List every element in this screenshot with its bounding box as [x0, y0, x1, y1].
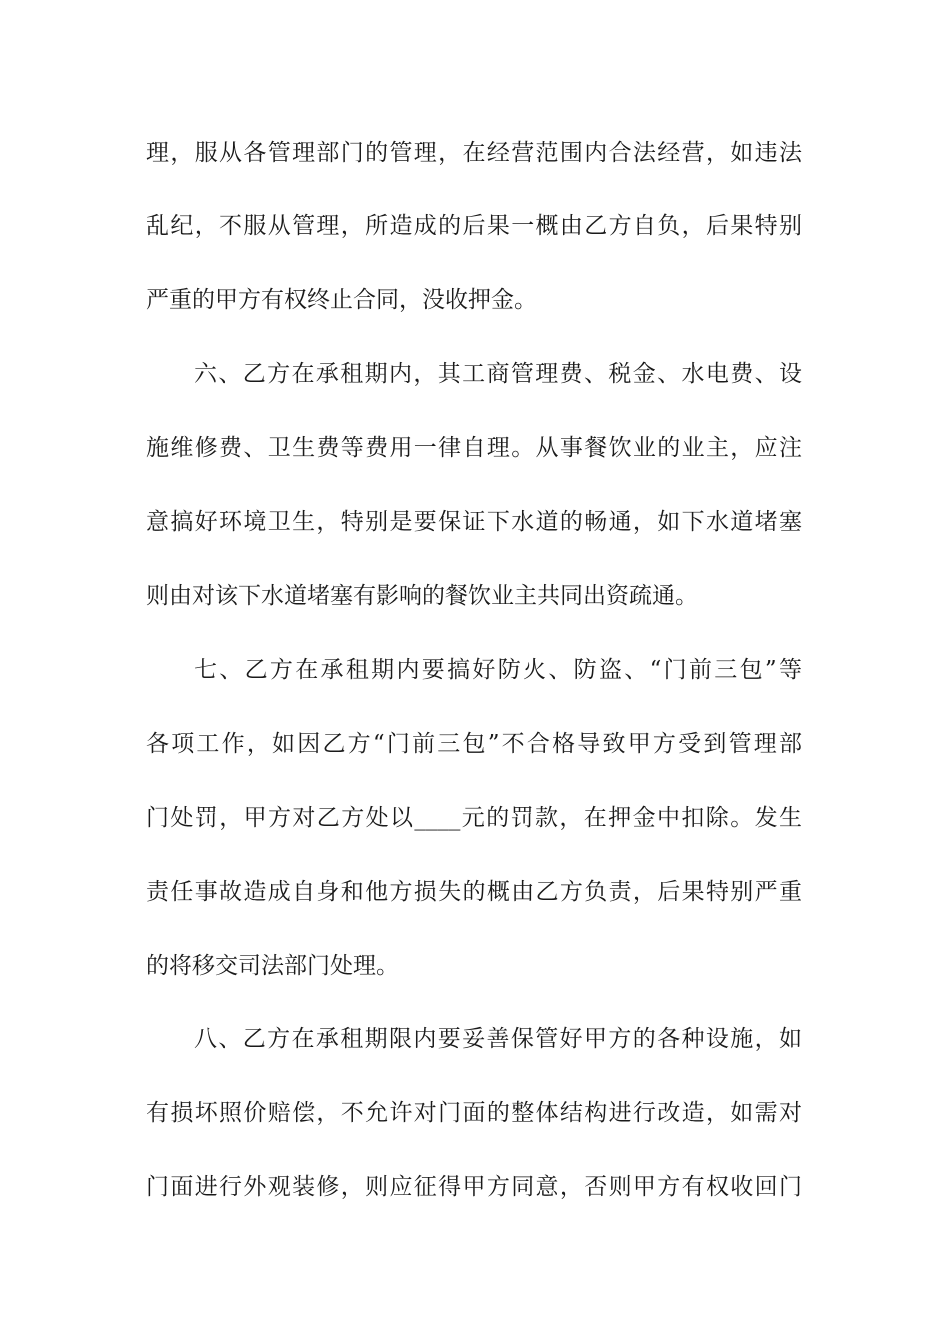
text-line: 门面进行外观装修，则应征得甲方同意，否则甲方有权收回门	[146, 1174, 802, 1200]
text-line: 意搞好环境卫生，特别是要保证下水道的畅通，如下水道堵塞	[146, 509, 802, 535]
text-line: 则由对该下水道堵塞有影响的餐饮业主共同出资疏通。	[146, 583, 698, 609]
text-line: 的将移交司法部门处理。	[146, 953, 399, 979]
paragraph-eight-first-line: 八、乙方在承租期限内要妥善保管好甲方的各种设施，如	[194, 1026, 802, 1052]
text-line: 理，服从各管理部门的管理，在经营范围内合法经营，如违法	[146, 140, 802, 166]
text-line: 门处罚，甲方对乙方处以____元的罚款，在押金中扣除。发生	[146, 805, 802, 831]
text-line: 有损坏照价赔偿，不允许对门面的整体结构进行改造，如需对	[146, 1100, 802, 1126]
paragraph-seven-first-line: 七、乙方在承租期内要搞好防火、防盗、“门前三包”等	[194, 657, 802, 683]
text-line: 各项工作，如因乙方“门前三包”不合格导致甲方受到管理部	[146, 731, 802, 757]
text-line: 责任事故造成自身和他方损失的概由乙方负责，后果特别严重	[146, 879, 802, 905]
text-line: 乱纪，不服从管理，所造成的后果一概由乙方自负，后果特别	[146, 213, 802, 239]
text-line: 严重的甲方有权终止合同，没收押金。	[146, 287, 537, 313]
text-line: 施维修费、卫生费等费用一律自理。从事餐饮业的业主，应注	[146, 435, 802, 461]
paragraph-six-first-line: 六、乙方在承租期内，其工商管理费、税金、水电费、设	[194, 361, 802, 387]
